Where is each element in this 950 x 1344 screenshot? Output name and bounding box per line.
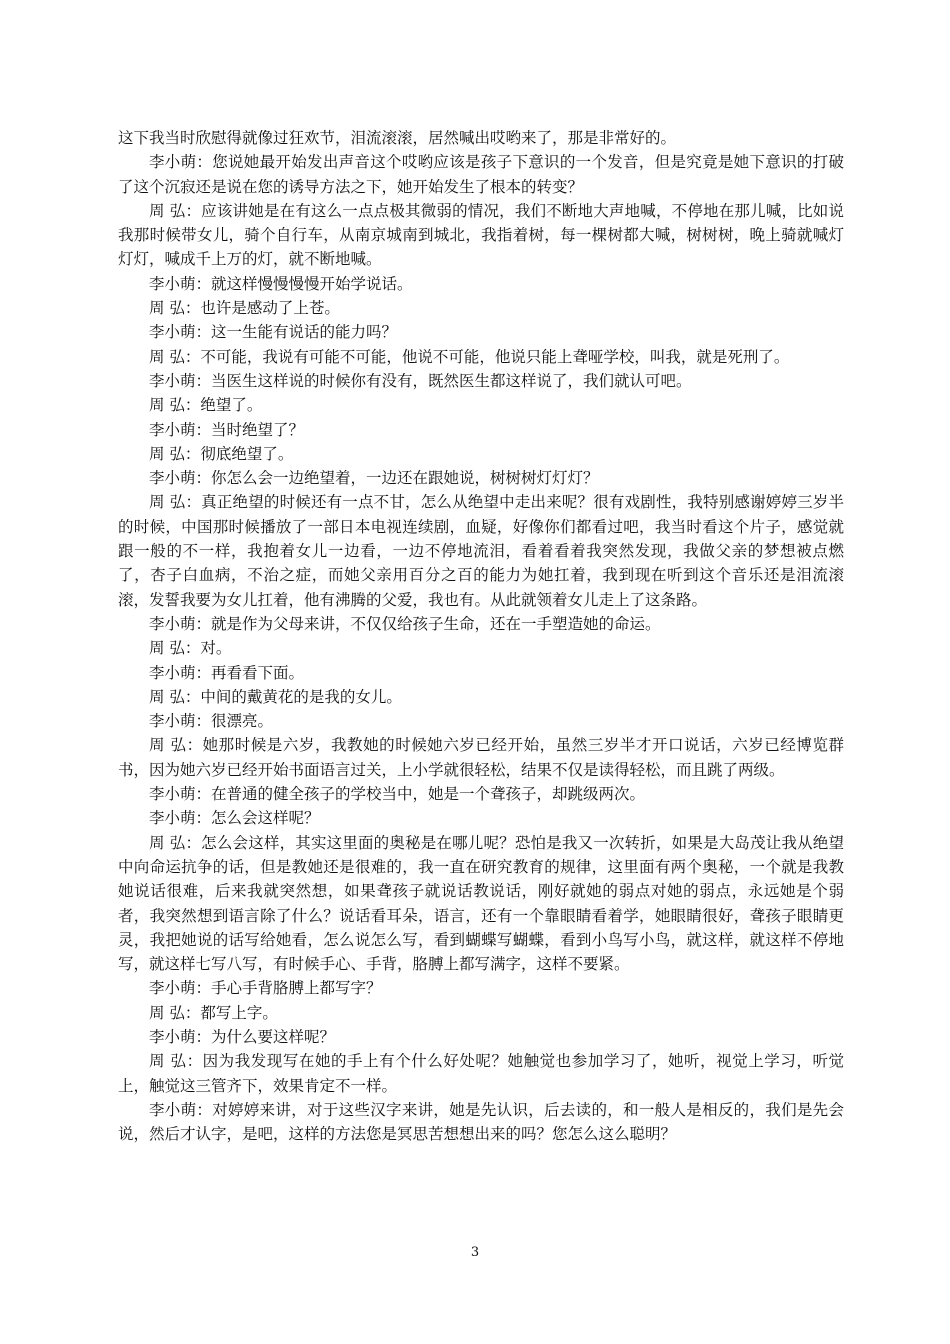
paragraph: 周 弘：不可能，我说有可能不可能，他说不可能，他说只能上聋哑学校，叫我，就是死刑了。 [149, 347, 790, 366]
paragraph: 周 弘：彻底绝望了。 [149, 444, 294, 463]
paragraph: 李小萌：很漂亮。 [149, 712, 274, 731]
paragraph: 李小萌：为什么要这样呢？ [149, 1027, 336, 1046]
paragraph: 李小萌：这一生能有说话的能力吗？ [149, 323, 398, 342]
paragraph: 李小萌：怎么会这样呢？ [149, 809, 320, 828]
paragraph: 周 弘：她那时候是六岁，我教她的时候她六岁已经开始，虽然三岁半才开口说话，六岁已经博览群书，因为她六岁已经开始书面语言过关，上小学就很轻松，结果不仅是读得轻松，而且跳了两级。 [118, 736, 844, 779]
paragraph: 李小萌：当时绝望了？ [149, 420, 305, 439]
paragraph: 周 弘：对。 [149, 639, 232, 658]
paragraph: 李小萌：就这样慢慢慢慢开始学说话。 [149, 274, 413, 293]
paragraph: 李小萌：就是作为父母来讲，不仅仅给孩子生命，还在一手塑造她的命运。 [149, 614, 661, 633]
paragraph: 周 弘：应该讲她是在有这么一点点极其微弱的情况，我们不断地大声地喊，不停地在那儿喊，比如说我那时候带女儿，骑个自行车，从南京城南到城北，我指着树，每一棵树都大喊，树树树，晚上骑就喊灯灯灯，喊成千上万的灯，就不断地喊。 [118, 201, 844, 269]
interview-transcript [118, 126, 844, 1146]
paragraph: 李小萌：对婷婷来讲，对于这些汉字来讲，她是先认识，后去读的，和一般人是相反的，我们是先会说，然后才认字，是吧，这样的方法您是冥思苦想想出来的吗？您怎么这么聪明？ [118, 1100, 844, 1144]
page-number: 3 [470, 1245, 480, 1260]
paragraph: 周 弘：真正绝望的时候还有一点不甘，怎么从绝望中走出来呢？很有戏剧性，我特别感谢婷婷三岁半的时候，中国那时候播放了一部日本电视连续剧，血疑，好像你们都看过吧，我当时看这个片子，感觉就跟一般的不一样，我抱着女儿一边看，一边不停地流泪，看着看着我突然发现，我做父亲的梦想被点燃了，杏子白血病，不治之症，而她父亲用百分之百的能力为她扛着，我到现在听到这个音乐还是泪流滚滚，发誓我要为女儿扛着，他有沸腾的父爱，我也有。从此就领着女儿走上了这条路。 [118, 493, 844, 609]
paragraph: 周 弘：也许是感动了上苍。 [149, 299, 340, 318]
paragraph: 李小萌：手心手背胳膊上都写字？ [149, 979, 382, 998]
paragraph: 李小萌：在普通的健全孩子的学校当中，她是一个聋孩子，却跳级两次。 [149, 785, 646, 804]
paragraph: 周 弘：中间的戴黄花的是我的女儿。 [149, 687, 402, 706]
paragraph-continued: 这下我当时欣慰得就像过狂欢节，泪流滚滚，居然喊出哎哟来了，那是非常好的。 [118, 129, 677, 147]
paragraph: 周 弘：绝望了。 [149, 396, 263, 415]
paragraph: 李小萌：你怎么会一边绝望着，一边还在跟她说，树树树灯灯灯？ [149, 469, 599, 488]
paragraph: 周 弘：怎么会这样，其实这里面的奥秘是在哪儿呢？恐怕是我又一次转折，如果是大岛茂让我从绝望中向命运抗争的话，但是教她还是很难的，我一直在研究教育的规律，这里面有两个奥秘，一个就是我教她说话很难，后来我就突然想，如果聋孩子就说话教说话，刚好就她的弱点对她的弱点，永远她是个弱者，我突然想到语言除了什么？说话看耳朵，语言，还有一个靠眼睛看着学，她眼睛很好，聋孩子眼睛更灵，我把她说的话写给她看，怎么说怎么写，看到蝴蝶写蝴蝶，看到小鸟写小鸟，就这样，就这样不停地写，就这样七写八写，有时候手心、手背，胳膊上都写满字，这样不要紧。 [118, 833, 844, 974]
paragraph: 李小萌：再看看下面。 [149, 663, 305, 682]
paragraph: 李小萌：您说她最开始发出声音这个哎哟应该是孩子下意识的一个发音，但是究竟是她下意识的打破了这个沉寂还是说在您的诱导方法之下，她开始发生了根本的转变？ [118, 153, 844, 196]
paragraph: 李小萌：当医生这样说的时候你有没有，既然医生都这样说了，我们就认可吧。 [149, 371, 692, 390]
paragraph: 周 弘：因为我发现写在她的手上有个什么好处呢？她触觉也参加学习了，她听，视觉上学习，听觉上，触觉这三管齐下，效果肯定不一样。 [118, 1052, 844, 1095]
paragraph: 周 弘：都写上字。 [149, 1003, 278, 1022]
